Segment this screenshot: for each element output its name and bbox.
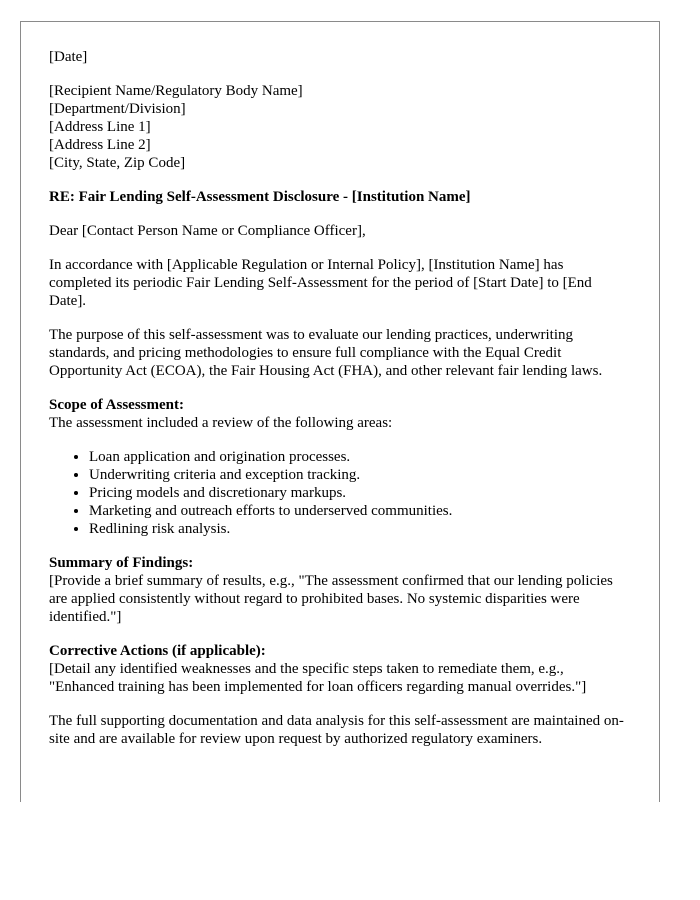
- purpose-paragraph: The purpose of this self-assessment was to evaluate our lending practices, underwriting standards, and pricing methodologies to ensure full compliance with the Equal Credit Opportunity Act (ECOA), the Fair Housing Act (FHA), and other relevant fair lending laws.: [49, 327, 603, 379]
- letter-subject: [49, 188, 629, 206]
- corrective-heading: Corrective Actions (if applicable):: [49, 643, 266, 659]
- recipient-name: [Recipient Name/Regulatory Body Name]: [49, 83, 303, 99]
- closing-paragraph: The full supporting documentation and data analysis for this self-assessment are maintained on-site and are available for review upon request by authorized regulatory examiners.: [49, 713, 624, 747]
- scope-section: [49, 396, 629, 538]
- recipient-address-line-1: [Address Line 1]: [49, 119, 151, 135]
- scope-list-item: • Loan application and origination processes.: [89, 448, 629, 466]
- corrective-text: [Detail any identified weaknesses and the specific steps taken to remediate them, e.g., "Enhanced training has been implemented for loan officers regarding manual overrides."]: [49, 661, 587, 695]
- recipient-city-state-zip: [City, State, Zip Code]: [49, 155, 186, 171]
- scope-text: The assessment included a review of the following areas:: [49, 415, 393, 431]
- scope-list-item: • Marketing and outreach efforts to underserved communities.: [89, 502, 629, 520]
- corrective-section: [49, 642, 629, 696]
- recipient-address: [49, 82, 629, 172]
- recipient-department: [Department/Division]: [49, 101, 186, 117]
- letter-salutation: Dear [Contact Person Name or Compliance Officer],: [49, 223, 366, 239]
- letter-body: [49, 48, 629, 764]
- subject-text: RE: Fair Lending Self-Assessment Disclosure - [Institution Name]: [49, 189, 471, 205]
- intro-paragraph: In accordance with [Applicable Regulation or Internal Policy], [Institution Name] has completed its periodic Fair Lending Self-Assessment for the period of [Start Date] to [End Date].: [49, 257, 592, 309]
- recipient-address-line-2: [Address Line 2]: [49, 137, 151, 153]
- letter-page: [20, 21, 660, 802]
- scope-list: [49, 448, 629, 538]
- findings-text: [Provide a brief summary of results, e.g., "The assessment confirmed that our lending policies are applied consistently without regard to prohibited bases. No systemic disparities were identified."]: [49, 573, 613, 625]
- letter-date: [Date]: [49, 49, 88, 65]
- scope-list-item: • Redlining risk analysis.: [89, 520, 629, 538]
- scope-heading: Scope of Assessment:: [49, 397, 184, 413]
- scope-list-item: • Underwriting criteria and exception tracking.: [89, 466, 629, 484]
- scope-list-item: • Pricing models and discretionary markups.: [89, 484, 629, 502]
- findings-heading: Summary of Findings:: [49, 555, 194, 571]
- findings-section: [49, 554, 629, 626]
